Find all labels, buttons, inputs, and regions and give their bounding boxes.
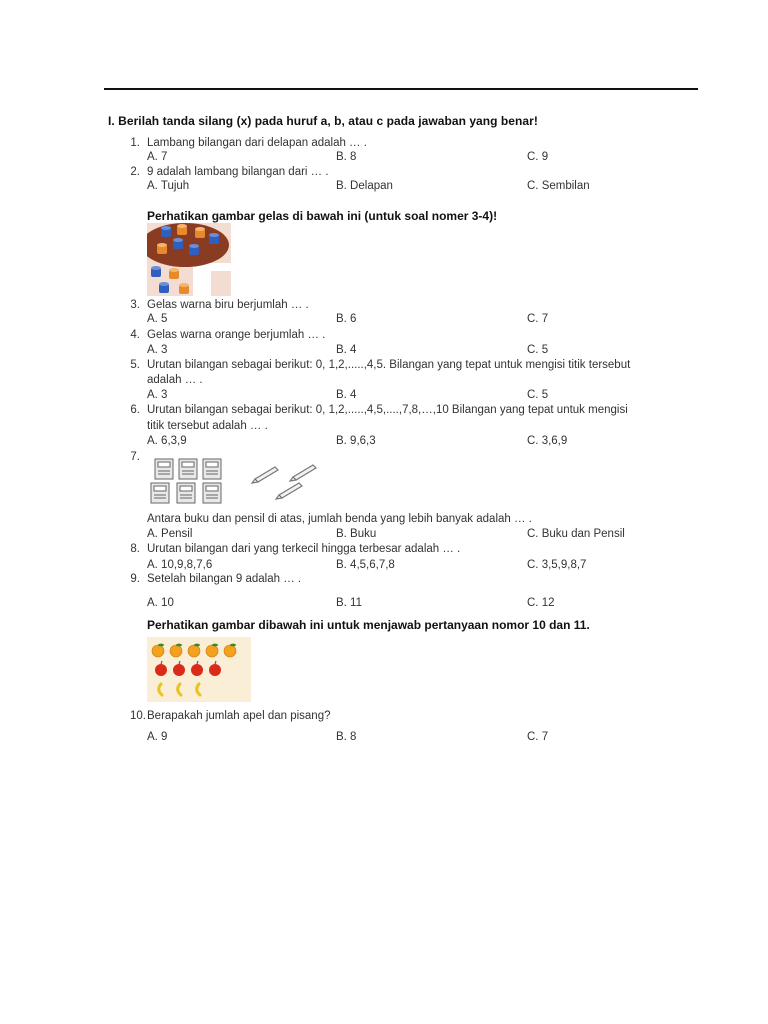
cup-orange xyxy=(195,227,205,238)
cup-blue xyxy=(151,266,161,277)
instruction-glasses: Perhatikan gambar gelas di bawah ini (untuk soal nomer 3-4)! xyxy=(147,209,498,223)
question-text: Gelas warna orange berjumlah … . xyxy=(147,329,326,341)
option-a[interactable]: A. 7 xyxy=(147,151,168,163)
option-b[interactable]: B. 6 xyxy=(336,313,357,325)
question-text: Lambang bilangan dari delapan adalah … . xyxy=(147,137,367,149)
question-text: 9 adalah lambang bilangan dari … . xyxy=(147,166,329,178)
option-c[interactable]: C. 7 xyxy=(527,731,549,743)
header-rule xyxy=(104,88,698,90)
option-a[interactable]: A. 5 xyxy=(147,313,168,325)
book-icon xyxy=(179,459,197,479)
orange-icon xyxy=(152,645,164,657)
option-b[interactable]: B. 4 xyxy=(336,344,357,356)
book-icon xyxy=(177,483,195,503)
question-number: 7. xyxy=(130,451,140,463)
orange-icon xyxy=(224,645,236,657)
option-c[interactable]: C. 7 xyxy=(527,313,549,325)
question-text-cont: adalah … . xyxy=(147,374,203,386)
question-text: Berapakah jumlah apel dan pisang? xyxy=(147,710,331,722)
question-text-cont: titik tersebut adalah … . xyxy=(147,420,268,432)
option-c[interactable]: C. Buku dan Pensil xyxy=(527,528,625,540)
option-c[interactable]: C. 3,5,9,8,7 xyxy=(527,559,587,571)
option-b[interactable]: B. Delapan xyxy=(336,180,393,192)
cup-orange xyxy=(177,224,187,235)
question-number: 10. xyxy=(130,710,146,722)
apple-icon xyxy=(155,664,167,676)
books-pencils-illustration xyxy=(149,457,324,507)
apple-icon xyxy=(173,664,185,676)
question-text: Gelas warna biru berjumlah … . xyxy=(147,299,309,311)
option-a[interactable]: A. 6,3,9 xyxy=(147,435,187,447)
option-c[interactable]: C. Sembilan xyxy=(527,180,590,192)
option-a[interactable]: A. Pensil xyxy=(147,528,193,540)
question-number: 6. xyxy=(130,404,140,416)
cup-blue xyxy=(209,233,219,244)
option-b[interactable]: B. 4 xyxy=(336,389,357,401)
orange-icon xyxy=(170,645,182,657)
orange-icon xyxy=(188,645,200,657)
question-text: Urutan bilangan sebagai berikut: 0, 1,2,.....,4,5. Bilangan yang tepat untuk mengisi titik tersebut xyxy=(147,359,631,371)
question-text: Urutan bilangan sebagai berikut: 0, 1,2,.....,4,5,....,7,8,…,10 Bilangan yang tepat untuk mengisi xyxy=(147,404,628,416)
pencil-icon xyxy=(290,465,316,481)
book-icon xyxy=(203,483,221,503)
apple-icon xyxy=(209,664,221,676)
option-b[interactable]: B. 8 xyxy=(336,731,357,743)
option-c[interactable]: C. 12 xyxy=(527,597,555,609)
question-text: Antara buku dan pensil di atas, jumlah benda yang lebih banyak adalah … . xyxy=(147,513,532,525)
option-c[interactable]: C. 3,6,9 xyxy=(527,435,568,447)
book-icon xyxy=(155,459,173,479)
cup-blue xyxy=(159,282,169,293)
question-number: 3. xyxy=(130,299,140,311)
option-c[interactable]: C. 9 xyxy=(527,151,549,163)
cup-blue xyxy=(173,238,183,249)
option-a[interactable]: A. 10 xyxy=(147,597,174,609)
question-text: Urutan bilangan dari yang terkecil hingga terbesar adalah … . xyxy=(147,543,461,555)
cup-orange xyxy=(179,283,189,294)
question-number: 8. xyxy=(130,543,140,555)
option-a[interactable]: A. 10,9,8,7,6 xyxy=(147,559,213,571)
option-b[interactable]: B. 11 xyxy=(336,597,362,609)
question-text: Setelah bilangan 9 adalah … . xyxy=(147,573,302,585)
question-number: 4. xyxy=(130,329,140,341)
option-c[interactable]: C. 5 xyxy=(527,389,549,401)
option-a[interactable]: A. 9 xyxy=(147,731,168,743)
option-b[interactable]: B. Buku xyxy=(336,528,377,540)
fruit-illustration xyxy=(147,637,251,702)
question-number: 5. xyxy=(130,359,140,371)
apple-icon xyxy=(191,664,203,676)
question-number: 9. xyxy=(130,573,140,585)
book-icon xyxy=(151,483,169,503)
cup-orange xyxy=(157,243,167,254)
cup-blue xyxy=(161,226,171,237)
orange-icon xyxy=(206,645,218,657)
option-b[interactable]: B. 4,5,6,7,8 xyxy=(336,559,395,571)
option-a[interactable]: A. 3 xyxy=(147,344,168,356)
pencil-icon xyxy=(276,483,302,499)
cup-orange xyxy=(169,268,179,279)
question-number: 2. xyxy=(130,166,140,178)
option-a[interactable]: A. 3 xyxy=(147,389,168,401)
cup-blue xyxy=(189,244,199,255)
option-b[interactable]: B. 9,6,3 xyxy=(336,435,376,447)
option-c[interactable]: C. 5 xyxy=(527,344,549,356)
pencil-icon xyxy=(252,467,278,483)
option-b[interactable]: B. 8 xyxy=(336,151,357,163)
book-icon xyxy=(203,459,221,479)
section-heading: I. Berilah tanda silang (x) pada huruf a, b, atau c pada jawaban yang benar! xyxy=(108,114,538,128)
instruction-fruits: Perhatikan gambar dibawah ini untuk menjawab pertanyaan nomor 10 dan 11. xyxy=(147,618,590,632)
question-number: 1. xyxy=(130,137,140,149)
option-a[interactable]: A. Tujuh xyxy=(147,180,190,192)
glasses-tray-illustration xyxy=(147,223,231,296)
